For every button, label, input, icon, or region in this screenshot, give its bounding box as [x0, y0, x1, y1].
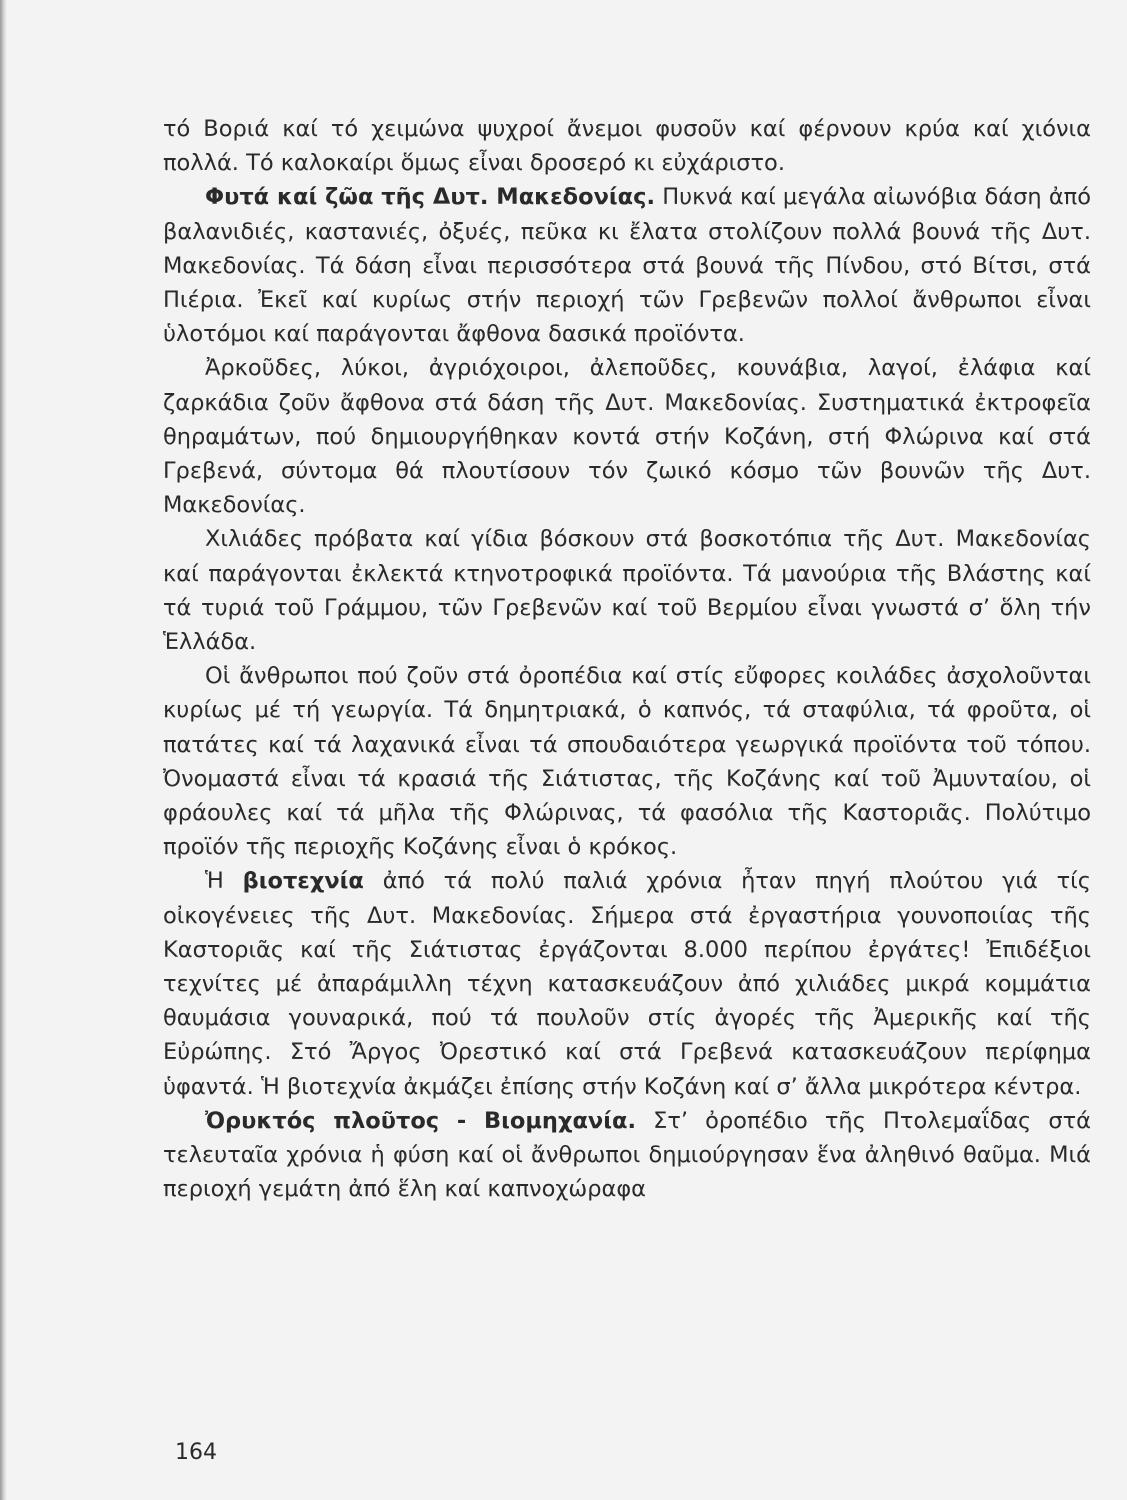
paragraph-climate-continuation: [163, 112, 1091, 180]
paragraph-text: Οἱ ἄνθρωποι πού ζοῦν στά ὀροπέδια καί στίς εὔφορες κοιλάδες ἀσχολοῦνται κυρίως μέ τή γεωργία. Τά δημητριακά, ὁ καπνός, τά σταφύλια, τά φροῦτα, οἱ πατάτες καί τά λαχανικά εἶναι τά σπουδαιότερα γεωργικά προϊόντα τοῦ τόπου. Ὀνομαστά εἶναι τά κρασιά τῆς Σιάτιστας, τῆς Κοζάνης καί τοῦ Ἀμυνταίου, οἱ φράουλες καί τά μῆλα τῆς Φλώρινας, τά φασόλια τῆς Καστοριᾶς. Πολύτιμο προϊόν τῆς περιοχῆς Κοζάνης εἶναι ὁ κρόκος.: [163, 663, 1091, 861]
paragraph-text: Ἀρκοῦδες, λύκοι, ἀγριόχοιροι, ἀλεποῦδες, κουνάβια, λαγοί, ἐλάφια καί ζαρκάδια ζοῦν ἄφθονα στά δάση τῆς Δυτ. Μακεδονίας. Συστηματικά ἐκτροφεῖα θηραμάτων, πού δημιουργήθηκαν κοντά στήν Κοζάνη, στή Φλώρινα καί στά Γρεβενά, σύντομα θά πλουτίσουν τόν ζωικό κόσμο τῶν βουνῶν τῆς Δυτ. Μακεδονίας.: [163, 355, 1091, 519]
section-heading-mining-industry: Ὀρυκτός πλοῦτος - Βιομηχανία.: [205, 1107, 637, 1134]
section-heading-plants-animals: Φυτά καί ζῶα τῆς Δυτ. Μακεδονίας.: [205, 184, 656, 211]
paragraph-crafts: [163, 864, 1091, 1103]
paragraph-wildlife: [163, 351, 1091, 522]
heading-prefix: Ἡ: [205, 868, 243, 895]
paragraph-agriculture: [163, 659, 1091, 864]
paragraph-plants-animals: [163, 180, 1091, 351]
paragraph-text: ἀπό τά πολύ παλιά χρόνια ἦταν πηγή πλούτου γιά τίς οἰκογένειες τῆς Δυτ. Μακεδονίας. Σήμερα στά ἐργαστήρια γουνοποιίας τῆς Καστοριᾶς καί τῆς Σιάτιστας ἐργάζονται 8.000 περίπου ἐργάτες! Ἐπιδέξιοι τεχνίτες μέ ἀπαράμιλλη τέχνη κατασκευάζουν ἀπό χιλιάδες μικρά κομμάτια θαυμάσια γουναρικά, πού τά πουλοῦν στίς ἀγορές τῆς Ἀμερικῆς καί τῆς Εὐρώπης. Στό Ἄργος Ὀρεστικό καί στά Γρεβενά κατασκευάζουν περίφημα ὑφαντά. Ἡ βιοτεχνία ἀκμάζει ἐπίσης στήν Κοζάνη καί σ’ ἄλλα μικρότερα κέντρα.: [163, 868, 1091, 1100]
page-binding-edge: [0, 0, 7, 1500]
paragraph-text: Πυκνά καί μεγάλα αἰωνόβια δάση ἀπό βαλανιδιές, καστανιές, ὀξυές, πεῦκα κι ἔλατα στολίζουν πολλά βουνά τῆς Δυτ. Μακεδονίας. Τά δάση εἶναι περισσότερα στά βουνά τῆς Πίνδου, στό Βίτσι, στά Πιέρια. Ἐκεῖ καί κυρίως στήν περιοχή τῶν Γρεβενῶν πολλοί ἄνθρωποι εἶναι ὑλοτόμοι καί παράγονται ἄφθονα δασικά προϊόντα.: [163, 184, 1091, 348]
page-text-body: [163, 112, 1091, 1207]
paragraph-livestock: [163, 522, 1091, 659]
paragraph-text: Χιλιάδες πρόβατα καί γίδια βόσκουν στά βοσκοτόπια τῆς Δυτ. Μακεδονίας καί παράγονται ἐκλεκτά κτηνοτροφικά προϊόντα. Τά μανούρια τῆς Βλάστης καί τά τυριά τοῦ Γράμμου, τῶν Γρεβενῶν καί τοῦ Βερμίου εἶναι γνωστά σ’ ὅλη τήν Ἑλλάδα.: [163, 526, 1091, 656]
paragraph-text: Στ’ ὀροπέδιο τῆς Πτολεμαΐδας στά τελευταῖα χρόνια ἡ φύση καί οἱ ἄνθρωποι δημιούργησαν ἕνα ἀληθινό θαῦμα. Μιά περιοχή γεμάτη ἀπό ἕλη καί καπνοχώραφα: [163, 1107, 1091, 1203]
page-number: 164: [175, 1440, 217, 1465]
paragraph-text: τό Βοριά καί τό χειμώνα ψυχροί ἄνεμοι φυσοῦν καί φέρνουν κρύα καί χιόνια πολλά. Τό καλοκαίρι ὅμως εἶναι δροσερό κι εὐχάριστο.: [163, 116, 1091, 177]
section-heading-crafts: βιοτεχνία: [242, 868, 364, 895]
paragraph-mining-industry: [163, 1104, 1091, 1207]
